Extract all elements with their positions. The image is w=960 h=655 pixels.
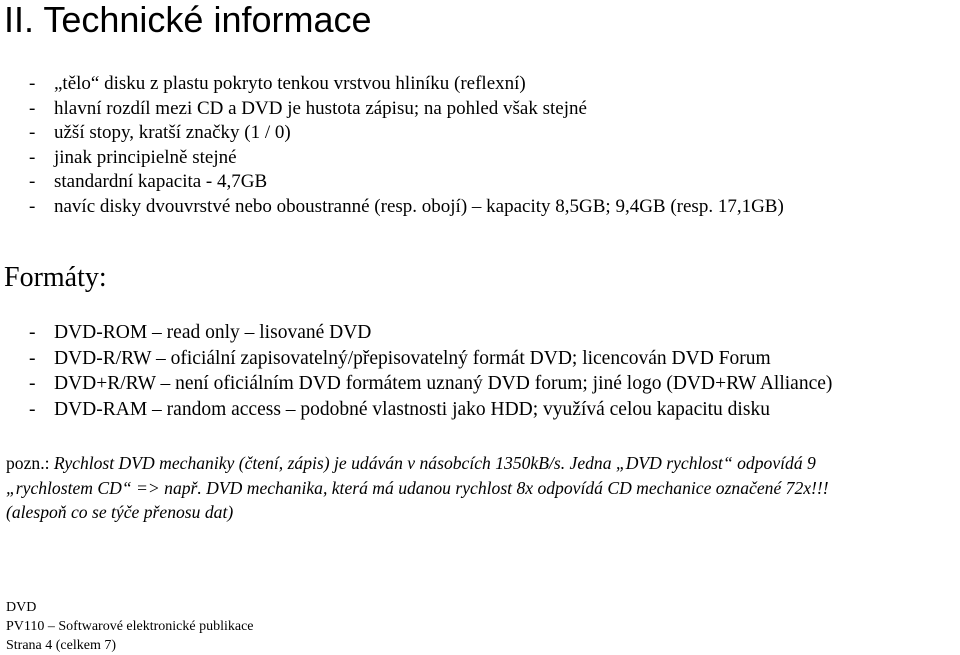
list-item [29, 397, 832, 423]
bullet-dash: - [29, 195, 36, 217]
bullet-dash: - [29, 146, 36, 168]
bullet-dash: - [29, 122, 36, 144]
bullet-dash: - [29, 171, 36, 193]
footer-topic: DVD [6, 600, 37, 615]
bullet-dash: - [29, 73, 36, 94]
list-item-text: DVD+R/RW – není oficiálním DVD formátem uznaný DVD forum; jiné logo (DVD+RW Alliance) [54, 373, 833, 395]
formats-list [29, 320, 832, 423]
note-line [6, 451, 829, 476]
list-item [29, 72, 784, 97]
note-text: Rychlost DVD mechaniky (čtení, zápis) je udáván v násobcích 1350kB/s. Jedna „DVD rychlost“ odpovídá 9 [49, 453, 816, 473]
page-title: II. Technické informace [4, 0, 372, 40]
list-item-text: hlavní rozdíl mezi CD a DVD je hustota zápisu; na pohled však stejné [54, 97, 587, 119]
list-item-text: „tělo“ disku z plastu pokryto tenkou vrstvou hliníku (reflexní) [54, 73, 526, 94]
bullet-dash: - [29, 399, 36, 421]
bullet-dash: - [29, 97, 36, 119]
list-item-text: jinak principielně stejné [54, 146, 237, 168]
note-line: (alespoň co se týče přenosu dat) [6, 502, 234, 522]
list-item [29, 371, 832, 397]
list-item-text: DVD-ROM – read only – lisované DVD [54, 322, 372, 343]
footer-course: PV110 – Softwarové elektronické publikace [6, 619, 254, 634]
list-item-text: užší stopy, kratší značky (1 / 0) [54, 122, 291, 144]
list-item-text: DVD-RAM – random access – podobné vlastnosti jako HDD; využívá celou kapacitu disku [54, 399, 770, 421]
list-item-text: DVD-R/RW – oficiální zapisovatelný/přepisovatelný formát DVD; licencován DVD Forum [54, 347, 771, 369]
list-item [29, 146, 784, 171]
list-item [29, 195, 784, 220]
footer-page-number: Strana 4 (celkem 7) [6, 638, 117, 653]
note-block [6, 451, 829, 525]
bullet-dash: - [29, 322, 36, 343]
list-item [29, 346, 832, 372]
tech-info-list [29, 72, 784, 220]
bullet-dash: - [29, 347, 36, 369]
bullet-dash: - [29, 373, 36, 395]
formats-heading: Formáty: [4, 262, 107, 293]
page-footer [6, 598, 254, 655]
note-line: „rychlostem CD“ => např. DVD mechanika, která má udanou rychlost 8x odpovídá CD mechanice označené 72x!!! [6, 477, 829, 498]
list-item [29, 121, 784, 146]
list-item [29, 320, 832, 346]
note-label: pozn.: [6, 453, 50, 473]
list-item-text: standardní kapacita - 4,7GB [54, 171, 268, 193]
list-item-text: navíc disky dvouvrstvé nebo oboustranné (resp. obojí) – kapacity 8,5GB; 9,4GB (resp. 17,1GB) [54, 195, 784, 217]
list-item [29, 170, 784, 195]
list-item [29, 97, 784, 122]
